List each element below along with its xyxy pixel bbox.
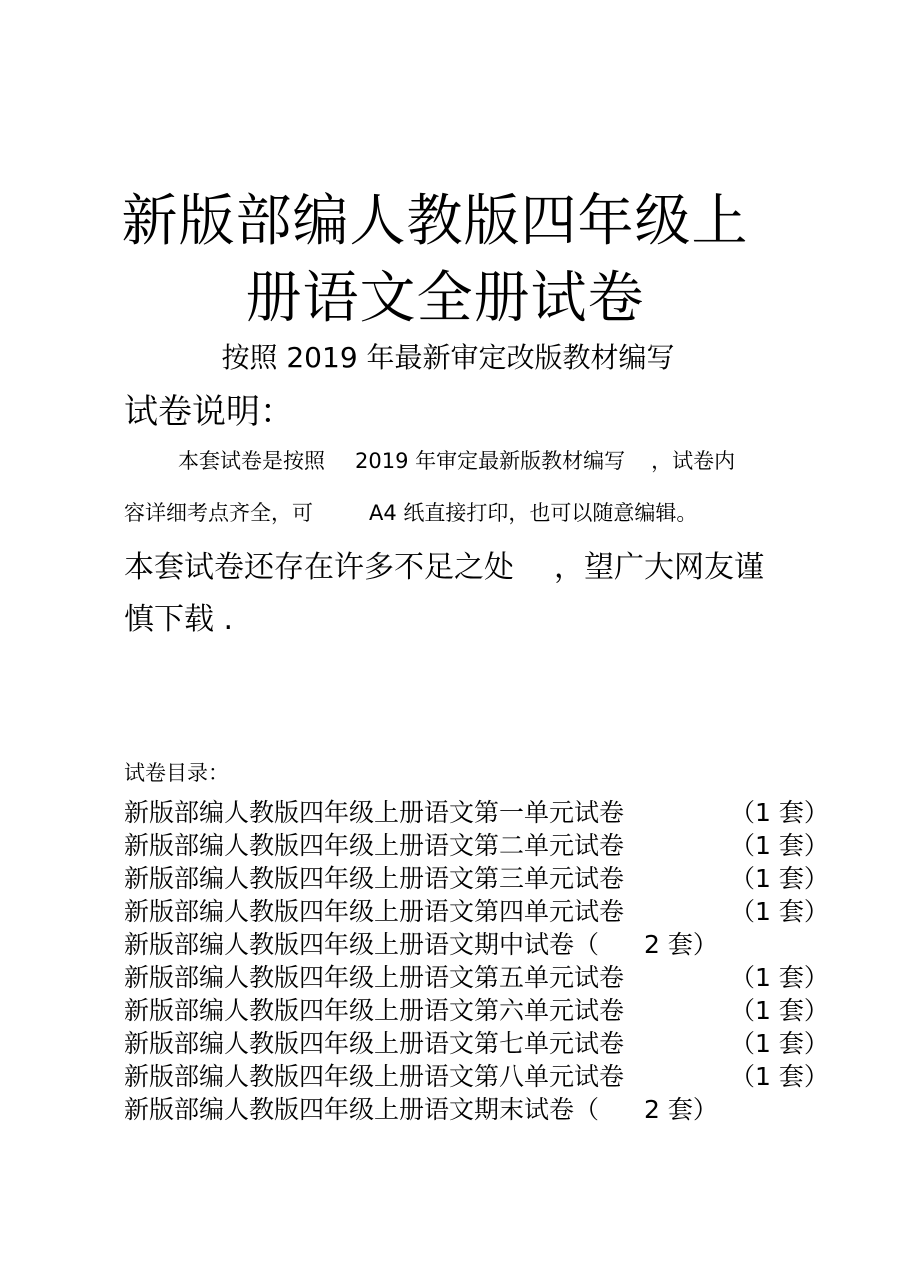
toc-item-count: （1 套）: [730, 831, 829, 860]
description-line-1-part-c: ，试卷内: [651, 449, 736, 473]
toc-item-name: 新版部编人教版四年级上册语文第三单元试卷: [124, 864, 625, 893]
toc-item-count: （1 套）: [730, 996, 829, 1025]
description-line-2-part-b: A4 纸直接打印，也可以随意编辑。: [369, 501, 698, 525]
document-subtitle: 按照 2019 年最新审定改版教材编写: [221, 341, 675, 374]
description-line-1: [178, 446, 735, 476]
toc-item-name: 新版部编人教版四年级上册语文第二单元试卷: [124, 831, 625, 860]
toc-item-name: 新版部编人教版四年级上册语文期中试卷（: [124, 930, 600, 959]
toc-item: [124, 1027, 844, 1060]
toc-list: [124, 796, 844, 1126]
document-title-line-1: 新版部编人教版四年级上: [121, 189, 749, 254]
toc-item-count: （1 套）: [730, 897, 829, 926]
description-heading: 试卷说明：: [124, 392, 294, 432]
description-line-2: [124, 498, 697, 528]
notice-line-2: 慎下载 .: [124, 602, 234, 637]
toc-item: [124, 994, 844, 1027]
toc-item-count: （1 套）: [730, 1062, 829, 1091]
toc-item-count: （1 套）: [730, 864, 829, 893]
toc-item: [124, 1060, 844, 1093]
toc-item-count: 2 套）: [644, 1095, 718, 1124]
notice-line-1-part-b: ，望广大网友谨: [554, 550, 764, 585]
description-line-1-part-a: 本套试卷是按照: [178, 449, 325, 473]
toc-title: 试卷目录：: [124, 761, 229, 785]
toc-item-count: 2 套）: [644, 930, 718, 959]
toc-item-name: 新版部编人教版四年级上册语文第六单元试卷: [124, 996, 625, 1025]
toc-item: [124, 796, 844, 829]
toc-item: [124, 862, 844, 895]
toc-item-name: 新版部编人教版四年级上册语文第八单元试卷: [124, 1062, 625, 1091]
toc-item-name: 新版部编人教版四年级上册语文期末试卷（: [124, 1095, 600, 1124]
toc-item-name: 新版部编人教版四年级上册语文第七单元试卷: [124, 1029, 625, 1058]
notice-line-1: [124, 546, 764, 590]
notice-line-1-part-a: 本套试卷还存在许多不足之处: [124, 550, 514, 585]
toc-item-count: （1 套）: [730, 798, 829, 827]
toc-item: [124, 961, 844, 994]
toc-item: [124, 895, 844, 928]
toc-item: [124, 1093, 844, 1126]
description-line-2-part-a: 容详细考点齐全，可: [124, 501, 313, 525]
description-line-1-part-b: 2019 年审定最新版教材编写: [355, 449, 626, 473]
toc-item-count: （1 套）: [730, 963, 829, 992]
toc-item-name: 新版部编人教版四年级上册语文第五单元试卷: [124, 963, 625, 992]
document-title-line-2: 册语文全册试卷: [245, 266, 645, 331]
toc-item: [124, 829, 844, 862]
toc-item-count: （1 套）: [730, 1029, 829, 1058]
toc-item-name: 新版部编人教版四年级上册语文第四单元试卷: [124, 897, 625, 926]
toc-item: [124, 928, 844, 961]
toc-item-name: 新版部编人教版四年级上册语文第一单元试卷: [124, 798, 625, 827]
